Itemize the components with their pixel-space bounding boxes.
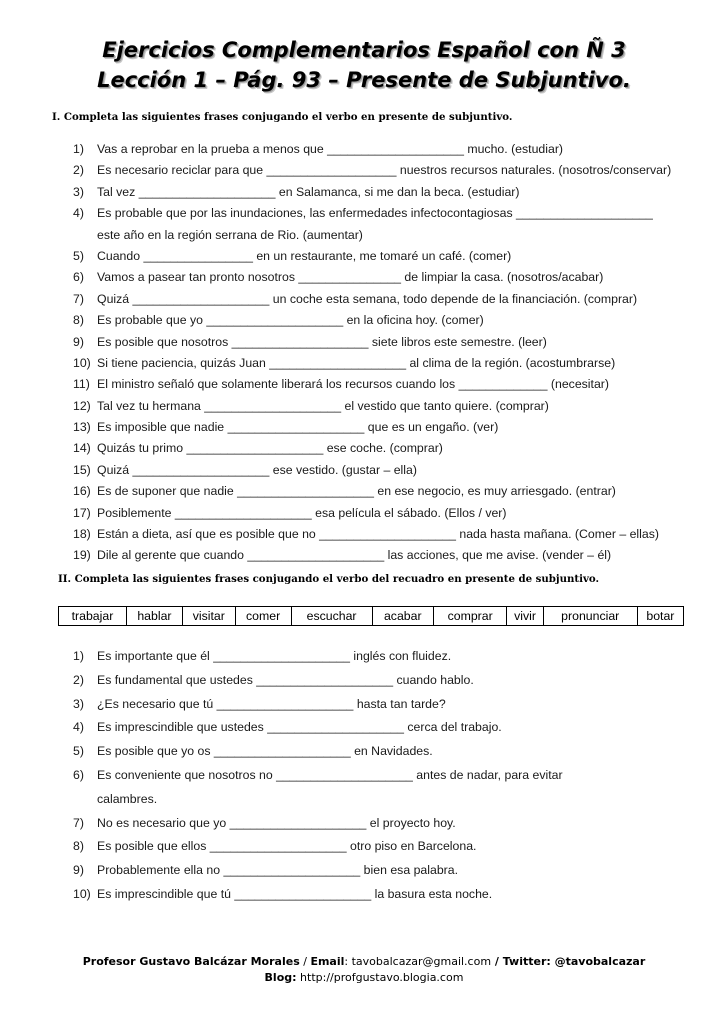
exercise-number: 1) xyxy=(73,649,84,663)
exercise-item xyxy=(73,720,698,744)
exercise-item xyxy=(73,744,698,768)
exercise-number: 7) xyxy=(73,291,84,306)
verb-cell: escuchar xyxy=(291,607,372,626)
footer-email-label: Email xyxy=(310,955,345,968)
exercise-number: 8) xyxy=(73,313,84,328)
verb-box-row xyxy=(59,607,684,626)
exercise-number: 8) xyxy=(73,839,84,854)
exercise-text: Tal vez ____________________ en Salamanca, si me dan la beca. (estudiar) xyxy=(97,184,520,199)
exercise-number: 9) xyxy=(73,334,84,349)
verb-cell: vivir xyxy=(507,607,543,626)
verb-cell: trabajar xyxy=(59,607,127,626)
exercise-number: 6) xyxy=(73,270,84,285)
exercise-text: El ministro señaló que solamente liberará los recursos cuando los _____________ (necesitar) xyxy=(97,377,609,392)
footer-blog-url: http://profgustavo.blogia.com xyxy=(296,971,464,984)
verb-cell: botar xyxy=(637,607,683,626)
footer-author: Profesor Gustavo Balcázar Morales xyxy=(82,955,300,968)
exercise-number: 10) xyxy=(73,355,91,370)
footer-blog xyxy=(0,971,728,984)
section-2-list xyxy=(73,649,698,911)
exercise-item xyxy=(73,206,698,249)
exercise-item xyxy=(73,673,698,697)
exercise-number: 18) xyxy=(73,527,91,542)
exercise-item xyxy=(73,697,698,721)
verb-cell: hablar xyxy=(126,607,182,626)
verb-cell: acabar xyxy=(372,607,433,626)
verb-cell: pronunciar xyxy=(543,607,637,626)
exercise-item xyxy=(73,649,698,673)
exercise-number: 15) xyxy=(73,462,91,477)
exercise-number: 2) xyxy=(73,163,84,178)
exercise-number: 7) xyxy=(73,815,84,830)
exercise-number: 11) xyxy=(73,377,90,392)
exercise-number: 9) xyxy=(73,863,84,878)
exercise-item xyxy=(73,768,698,816)
title-line-2: Lección 1 – Pág. 93 – Presente de Subjuntivo. xyxy=(97,68,631,92)
exercise-text: Es posible que yo os ____________________ en Navidades. xyxy=(97,744,433,759)
verb-cell: visitar xyxy=(182,607,235,626)
footer-email: : tavobalcazar@gmail.com xyxy=(344,955,492,968)
section-2-heading: II. Completa las siguientes frases conjugando el verbo del recuadro en presente de subjuntivo. xyxy=(58,573,600,585)
exercise-item xyxy=(73,377,698,398)
exercise-number: 5) xyxy=(73,248,84,263)
title-line-1: Ejercicios Complementarios Español con Ñ 3 xyxy=(102,38,626,62)
exercise-text: Quizá ____________________ un coche esta semana, todo depende de la financiación. (comprar) xyxy=(97,291,638,306)
exercise-item xyxy=(73,399,698,420)
exercise-text: Probablemente ella no ____________________ bien esa palabra. xyxy=(97,863,459,878)
exercise-number: 12) xyxy=(73,398,91,413)
exercise-text-continued: este año en la región serrana de Rio. (aumentar) xyxy=(97,227,363,242)
exercise-text: Si tiene paciencia, quizás Juan ____________________ al clima de la región. (acostumbrarse) xyxy=(97,355,616,370)
exercise-item xyxy=(73,484,698,505)
section-1-heading: I. Completa las siguientes frases conjugando el verbo en presente de subjuntivo. xyxy=(52,111,513,123)
verb-box xyxy=(58,606,684,626)
exercise-number: 2) xyxy=(73,672,84,687)
exercise-item xyxy=(73,506,698,527)
exercise-text: Están a dieta, así que es posible que no ____________________ nada hasta mañana. (Comer – ellas) xyxy=(97,527,659,542)
exercise-text: Es fundamental que ustedes ____________________ cuando hablo. xyxy=(97,672,474,687)
exercise-item xyxy=(73,335,698,356)
footer-blog-label: Blog: xyxy=(264,971,297,984)
exercise-number: 14) xyxy=(73,441,91,456)
exercise-number: 10) xyxy=(73,886,91,901)
exercise-text: Vamos a pasear tan pronto nosotros _______________ de limpiar la casa. (nosotros/acabar) xyxy=(97,270,604,285)
exercise-item xyxy=(73,527,698,548)
exercise-text: Es probable que yo ____________________ en la oficina hoy. (comer) xyxy=(97,313,484,328)
exercise-number: 5) xyxy=(73,744,84,759)
exercise-item xyxy=(73,163,698,184)
exercise-number: 3) xyxy=(73,696,84,711)
exercise-text: Es probable que por las inundaciones, las enfermedades infectocontagiosas ____________________ xyxy=(97,206,653,221)
verb-cell: comprar xyxy=(433,607,506,626)
exercise-item xyxy=(73,292,698,313)
exercise-item xyxy=(73,816,698,840)
exercise-text: Es posible que ellos ____________________ otro piso en Barcelona. xyxy=(97,839,477,854)
exercise-text: Cuando ________________ en un restaurante, me tomaré un café. (comer) xyxy=(97,248,512,263)
verb-cell: comer xyxy=(235,607,291,626)
exercise-item xyxy=(73,313,698,334)
exercise-text: Quizás tu primo ____________________ ese coche. (comprar) xyxy=(97,441,443,456)
section-1-list xyxy=(73,142,698,570)
exercise-item xyxy=(73,356,698,377)
exercise-text-continued: calambres. xyxy=(97,791,158,806)
exercise-text: No es necesario que yo ____________________ el proyecto hoy. xyxy=(97,815,456,830)
exercise-text: Es imprescindible que ustedes ____________________ cerca del trabajo. xyxy=(97,720,502,735)
footer-separator: / xyxy=(299,955,311,968)
exercise-item xyxy=(73,441,698,462)
exercise-text: Vas a reprobar en la prueba a menos que ____________________ mucho. (estudiar) xyxy=(97,142,564,156)
exercise-text: Dile al gerente que cuando ____________________ las acciones, que me avise. (vender – él) xyxy=(97,548,612,563)
exercise-text: Tal vez tu hermana ____________________ el vestido que tanto quiere. (comprar) xyxy=(97,398,549,413)
exercise-text: Es conveniente que nosotros no ____________________ antes de nadar, para evitar xyxy=(97,767,563,782)
exercise-item xyxy=(73,887,698,911)
exercise-number: 4) xyxy=(73,206,84,221)
exercise-text: Es de suponer que nadie ____________________ en ese negocio, es muy arriesgado. (entrar) xyxy=(97,484,616,499)
exercise-item xyxy=(73,420,698,441)
exercise-item xyxy=(73,270,698,291)
exercise-text: Es posible que nosotros ____________________ siete libros este semestre. (leer) xyxy=(97,334,547,349)
exercise-number: 1) xyxy=(73,142,84,156)
exercise-number: 13) xyxy=(73,420,91,435)
exercise-number: 4) xyxy=(73,720,84,735)
exercise-item xyxy=(73,839,698,863)
exercise-number: 19) xyxy=(73,548,91,563)
exercise-text: Posiblemente ____________________ esa película el sábado. (Ellos / ver) xyxy=(97,505,507,520)
exercise-text: Es imposible que nadie ____________________ que es un engaño. (ver) xyxy=(97,420,499,435)
exercise-item xyxy=(73,463,698,484)
exercise-item xyxy=(73,548,698,569)
exercise-text: ¿Es necesario que tú ____________________ hasta tan tarde? xyxy=(97,696,446,711)
exercise-text: Es imprescindible que tú ____________________ la basura esta noche. xyxy=(97,886,493,901)
exercise-number: 6) xyxy=(73,767,84,782)
exercise-text: Es importante que él ____________________ inglés con fluidez. xyxy=(97,649,452,663)
exercise-item xyxy=(73,142,698,163)
exercise-item xyxy=(73,249,698,270)
footer-contact xyxy=(0,955,728,968)
exercise-number: 3) xyxy=(73,184,84,199)
footer-twitter: / Twitter: @tavobalcazar xyxy=(491,955,646,968)
exercise-item xyxy=(73,185,698,206)
exercise-text: Quizá ____________________ ese vestido. (gustar – ella) xyxy=(97,462,417,477)
exercise-number: 16) xyxy=(73,484,91,499)
exercise-item xyxy=(73,863,698,887)
exercise-number: 17) xyxy=(73,505,91,520)
exercise-text: Es necesario reciclar para que ___________________ nuestros recursos naturales. (nosotros/conservar) xyxy=(97,163,672,178)
